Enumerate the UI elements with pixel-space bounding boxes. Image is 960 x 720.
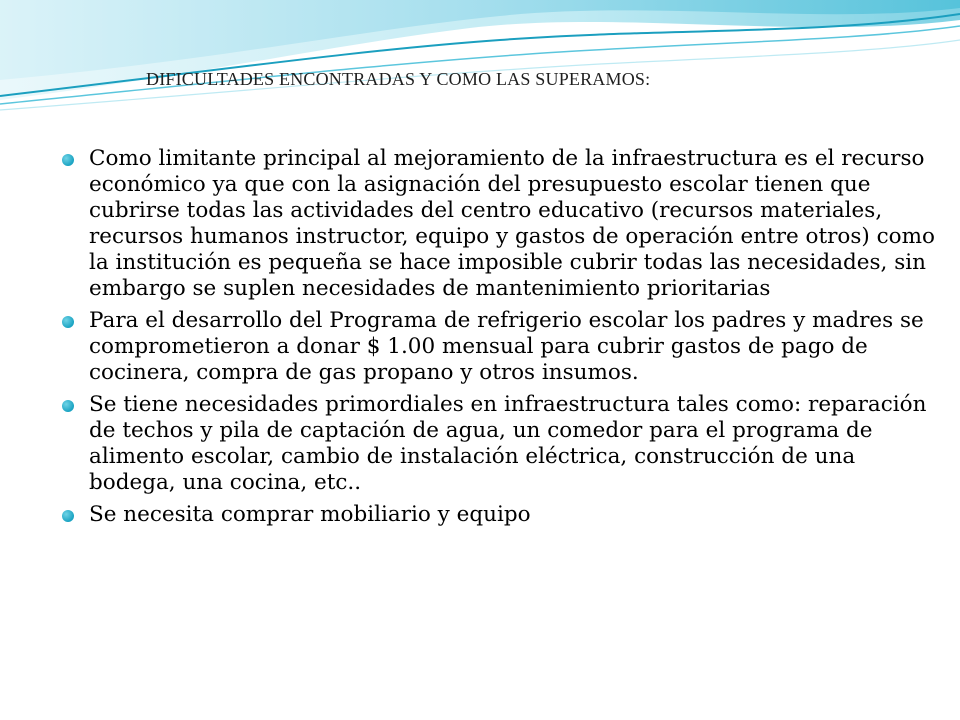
bullet-text: Como limitante principal al mejoramiento de la infraestructura es el recurso económico ya que con la asignación del presupuesto escolar tienen que cubrirse todas las actividades del centro educativo (recursos materiales, recursos humanos instructor, equipo y gastos de operación entre otros) como la institución es pequeña se hace imposible cubrir todas las necesidades, sin embargo se suplen necesidades de mantenimiento prioritarias [89,146,935,301]
bullet-text: Para el desarrollo del Programa de refrigerio escolar los padres y madres se comprometieron a donar $ 1.00 mensual para cubrir gastos de pago de cocinera, compra de gas propano y otros insumos. [89,308,924,385]
header-wave-decoration [0,0,960,130]
slide-title: DIFICULTADES ENCONTRADAS Y COMO LAS SUPERAMOS: [146,69,651,89]
bullet-text: Se tiene necesidades primordiales en infraestructura tales como: reparación de techos y pila de captación de agua, un comedor para el programa de alimento escolar, cambio de instalación eléctrica, construcción de una bodega, una cocina, etc.. [89,392,927,495]
bullet-dot-icon [62,510,74,522]
bullet-dot-icon [62,316,74,328]
bullet-dot-icon [62,154,74,166]
bullet-item [62,146,942,302]
bullet-item [62,502,942,528]
bullet-dot-icon [62,400,74,412]
bullet-text: Se necesita comprar mobiliario y equipo [89,502,531,527]
bullet-item [62,392,942,496]
bullet-list [62,146,942,534]
bullet-item [62,308,942,386]
